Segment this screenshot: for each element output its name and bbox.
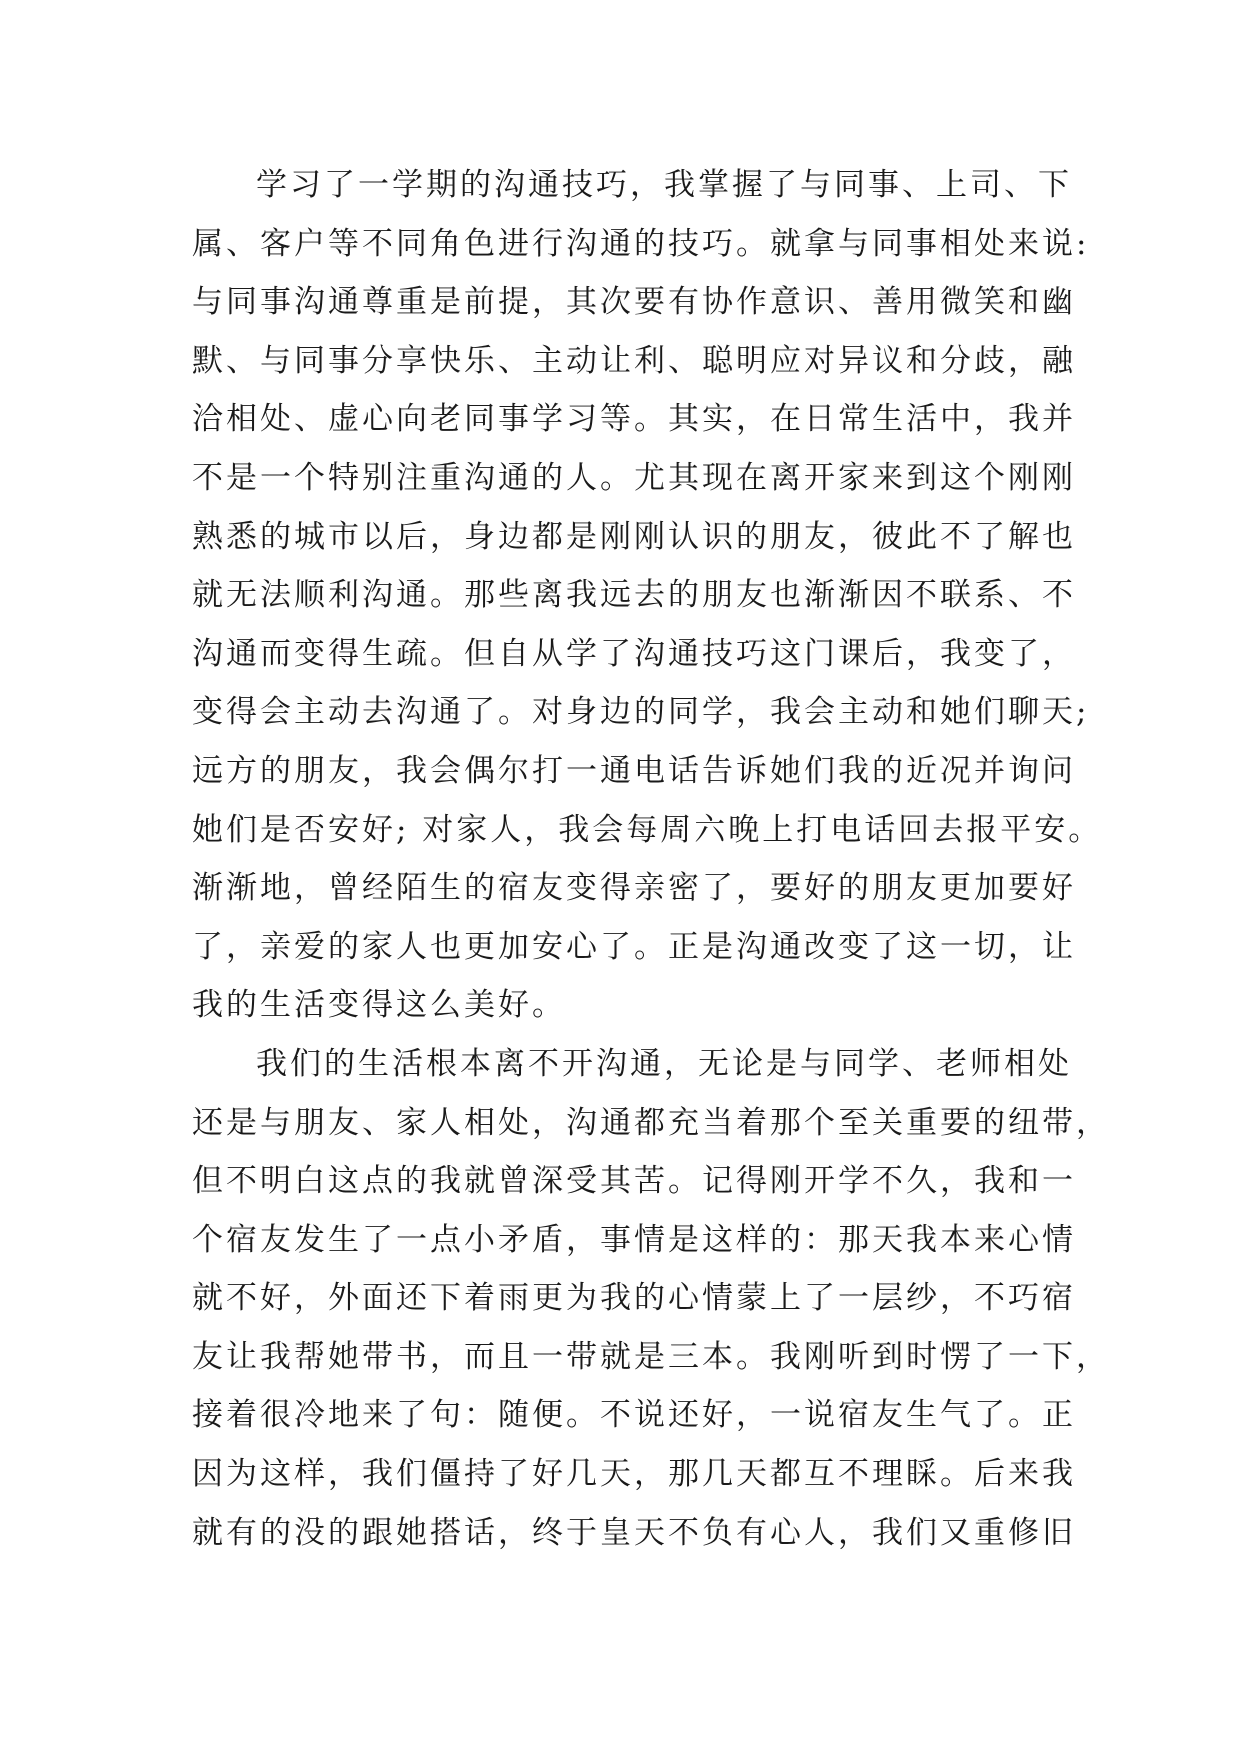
text-line: 沟通而变得生疏。但自从学了沟通技巧这门课后，我变了，: [192, 635, 1076, 672]
text-line: 但不明白这点的我就曾深受其苦。记得刚开学不久，我和一: [192, 1163, 1076, 1200]
paragraph: [192, 1035, 1110, 1562]
text-line: 远方的朋友，我会偶尔打一通电话告诉她们我的近况并询问: [192, 752, 1076, 789]
text-line: 变得会主动去沟通了。对身边的同学，我会主动和她们聊天;: [192, 694, 1090, 731]
paragraph: [192, 156, 1103, 1035]
text-line: 我们的生活根本离不开沟通，无论是与同学、老师相处: [256, 1045, 1072, 1082]
text-line: 因为这样，我们僵持了好几天，那几天都互不理睬。后来我: [192, 1456, 1076, 1493]
text-line: 熟悉的城市以后，身边都是刚刚认识的朋友，彼此不了解也: [192, 518, 1076, 555]
text-line: 友让我帮她带书，而且一带就是三本。我刚听到时愣了一下，: [192, 1338, 1110, 1375]
text-line: 洽相处、虚心向老同事学习等。其实，在日常生活中，我并: [192, 401, 1076, 438]
text-line: 不是一个特别注重沟通的人。尤其现在离开家来到这个刚刚: [192, 459, 1076, 496]
text-line: 默、与同事分享快乐、主动让利、聪明应对异议和分歧，融: [192, 342, 1076, 379]
text-line: 属、客户等不同角色进行沟通的技巧。就拿与同事相处来说:: [192, 225, 1090, 262]
text-line: 个宿友发生了一点小矛盾，事情是这样的：那天我本来心情: [192, 1221, 1076, 1258]
text-line: 她们是否安好; 对家人，我会每周六晚上打电话回去报平安。: [192, 811, 1103, 848]
text-line: 还是与朋友、家人相处，沟通都充当着那个至关重要的纽带，: [192, 1104, 1110, 1141]
text-line: 与同事沟通尊重是前提，其次要有协作意识、善用微笑和幽: [192, 284, 1076, 321]
text-line: 我的生活变得这么美好。: [192, 987, 566, 1024]
text-line: 了，亲爱的家人也更加安心了。正是沟通改变了这一切，让: [192, 928, 1076, 965]
text-line: 接着很冷地来了句：随便。不说还好，一说宿友生气了。正: [192, 1397, 1076, 1434]
text-line: 就无法顺利沟通。那些离我远去的朋友也渐渐因不联系、不: [192, 577, 1076, 614]
text-line: 就有的没的跟她搭话，终于皇天不负有心人，我们又重修旧: [192, 1514, 1076, 1551]
text-line: 学习了一学期的沟通技巧，我掌握了与同事、上司、下: [256, 167, 1072, 203]
document-body: [192, 156, 1110, 1562]
text-line: 渐渐地，曾经陌生的宿友变得亲密了，要好的朋友更加要好: [192, 870, 1076, 907]
text-line: 就不好，外面还下着雨更为我的心情蒙上了一层纱，不巧宿: [192, 1280, 1076, 1317]
